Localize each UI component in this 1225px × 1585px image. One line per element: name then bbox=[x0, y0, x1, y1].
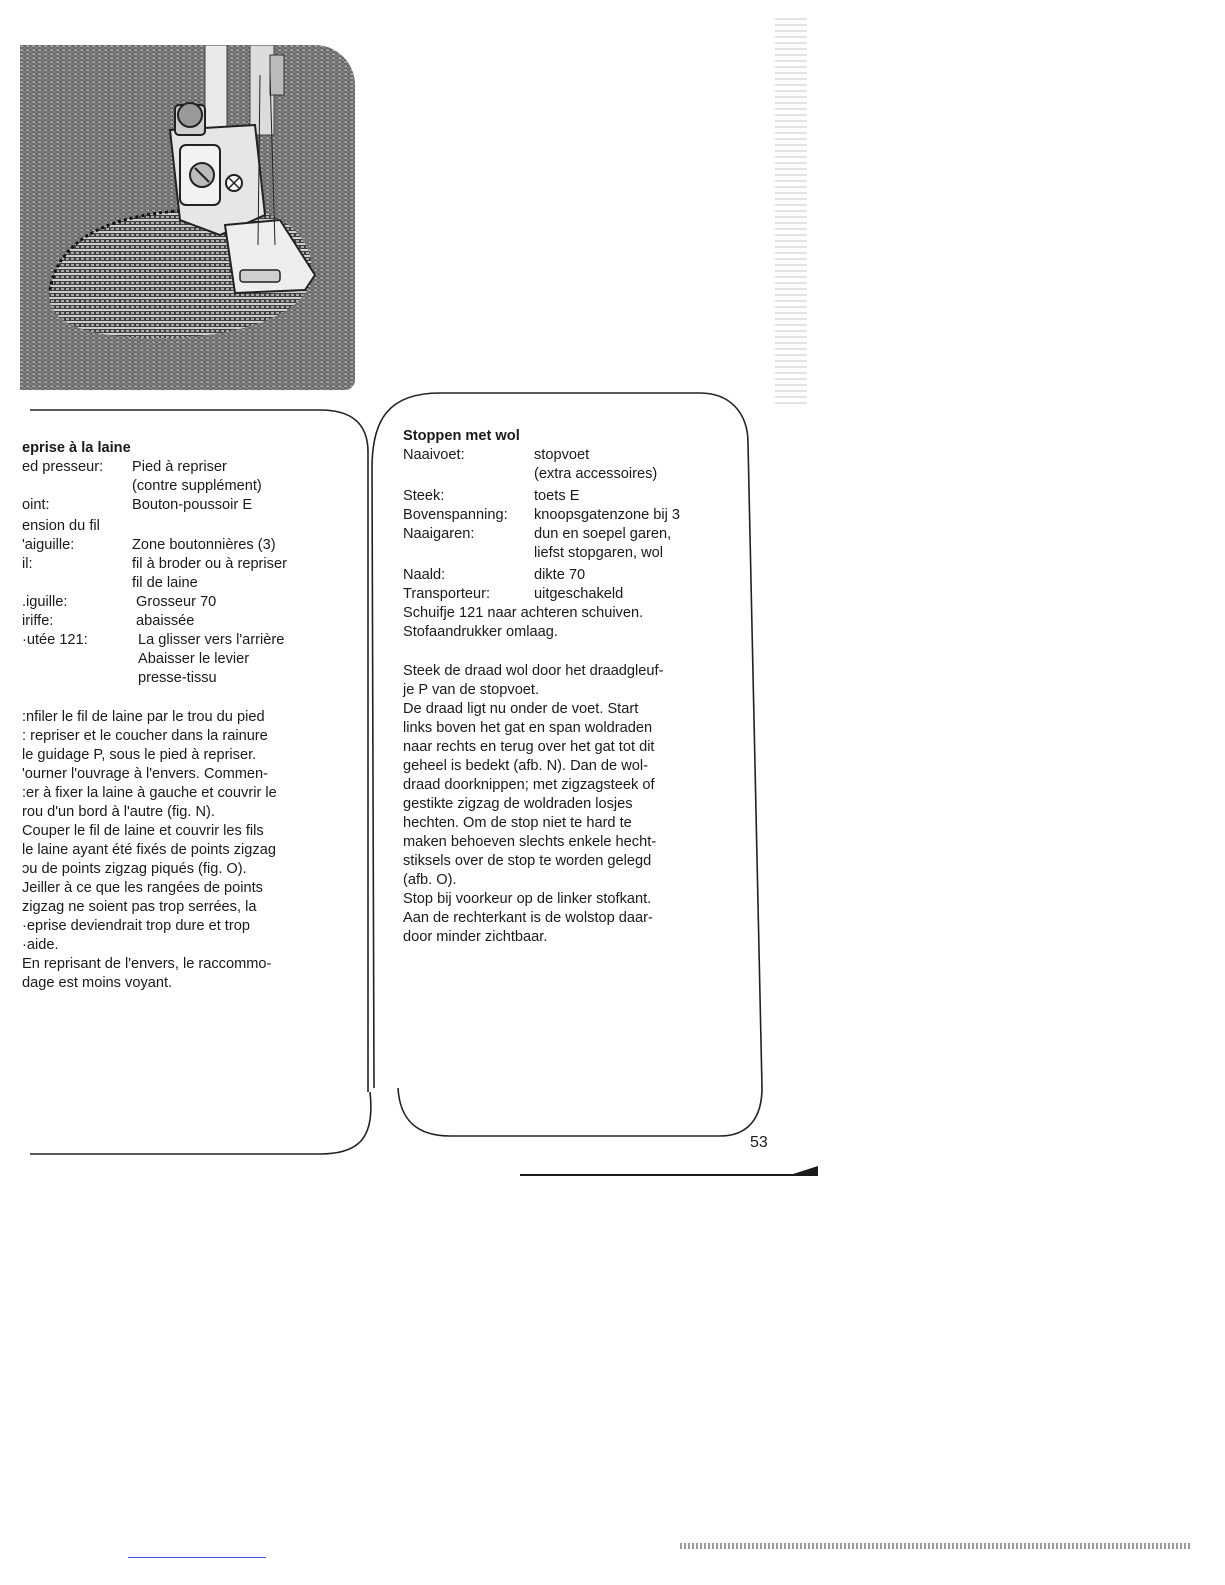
setting-value: liefst stopgaren, wol bbox=[534, 545, 663, 561]
setting-label: il: bbox=[22, 556, 33, 572]
scan-bottom-mark bbox=[680, 1543, 1190, 1549]
setting-label: Bovenspanning: bbox=[403, 507, 508, 523]
body-line: je P van de stopvoet. bbox=[403, 682, 540, 698]
body-line: De draad ligt nu onder de voet. Start bbox=[403, 701, 639, 717]
right-column bbox=[403, 427, 748, 947]
left-setting-row bbox=[22, 593, 342, 612]
setting-label bbox=[22, 650, 138, 669]
left-settings bbox=[22, 458, 342, 688]
body-line: (afb. O). bbox=[403, 872, 457, 888]
setting-label bbox=[22, 669, 138, 688]
right-settings bbox=[403, 446, 748, 642]
setting-value: knoopsgatenzone bij 3 bbox=[534, 507, 681, 523]
left-setting-row bbox=[22, 496, 342, 515]
footer-rule bbox=[520, 1174, 818, 1176]
left-setting-row bbox=[22, 458, 342, 477]
setting-label: iriffe: bbox=[22, 613, 54, 629]
page-number: 53 bbox=[750, 1134, 768, 1151]
setting-value: Grosseur 70 bbox=[136, 594, 217, 610]
setting-value: La glisser vers l'arrière bbox=[138, 632, 285, 648]
setting-label: Naaivoet: bbox=[403, 447, 465, 463]
photo-illustration bbox=[20, 45, 355, 390]
setting-value: (extra accessoires) bbox=[534, 466, 658, 482]
setting-label: 'aiguille: bbox=[22, 537, 75, 553]
setting-line: Stofaandrukker omlaag. bbox=[403, 624, 558, 640]
setting-label bbox=[22, 477, 132, 496]
left-column bbox=[22, 439, 342, 993]
left-setting-row bbox=[22, 574, 342, 593]
body-line: :nfiler le fil de laine par le trou du pied bbox=[22, 709, 265, 725]
left-setting-row bbox=[22, 631, 342, 650]
right-setting-row bbox=[403, 566, 748, 585]
body-line: ɔu de points zigzag piqués (fig. O). bbox=[22, 861, 247, 877]
setting-value bbox=[132, 517, 342, 536]
left-setting-row bbox=[22, 536, 342, 555]
body-line: Couper le fil de laine et couvrir les fils bbox=[22, 823, 264, 839]
setting-label: Transporteur: bbox=[403, 586, 491, 602]
body-line: hechten. Om de stop niet te hard te bbox=[403, 815, 632, 831]
left-setting-row bbox=[22, 612, 342, 631]
body-line: dage est moins voyant. bbox=[22, 975, 173, 991]
setting-value: dikte 70 bbox=[534, 567, 586, 583]
right-body bbox=[403, 662, 748, 947]
right-column-title: Stoppen met wol bbox=[403, 428, 520, 444]
right-setting-row bbox=[403, 506, 748, 525]
left-setting-row bbox=[22, 517, 342, 536]
body-line: Steek de draad wol door het draadgleuf- bbox=[403, 663, 664, 679]
left-body bbox=[22, 708, 342, 993]
setting-value: dun en soepel garen, bbox=[534, 526, 672, 542]
setting-label bbox=[403, 465, 534, 484]
body-line: Stop bij voorkeur op de linker stofkant. bbox=[403, 891, 652, 907]
setting-label: ·utée 121: bbox=[22, 632, 88, 648]
setting-value: Zone boutonnières (3) bbox=[132, 537, 276, 553]
right-setting-row bbox=[403, 585, 748, 604]
left-setting-row bbox=[22, 650, 342, 669]
left-column-title: eprise à la laine bbox=[22, 440, 131, 456]
spacer bbox=[22, 688, 342, 708]
setting-label bbox=[403, 544, 534, 563]
body-line: :er à fixer la laine à gauche et couvrir le bbox=[22, 785, 277, 801]
scan-edge-mark bbox=[775, 18, 807, 408]
setting-line: Schuifje 121 naar achteren schuiven. bbox=[403, 605, 644, 621]
body-line: door minder zichtbaar. bbox=[403, 929, 548, 945]
setting-label bbox=[22, 574, 132, 593]
body-line: Aan de rechterkant is de wolstop daar- bbox=[403, 910, 653, 926]
setting-value: stopvoet bbox=[534, 447, 590, 463]
left-setting-row bbox=[22, 669, 342, 688]
sewing-machine-photo bbox=[20, 45, 355, 390]
body-line: draad doorknippen; met zigzagsteek of bbox=[403, 777, 655, 793]
body-line: links boven het gat en span woldraden bbox=[403, 720, 653, 736]
setting-label: oint: bbox=[22, 497, 50, 513]
setting-label: ension du fil bbox=[22, 518, 100, 534]
body-line: : repriser et le coucher dans la rainure bbox=[22, 728, 268, 744]
right-setting-row bbox=[403, 525, 748, 544]
body-line: 'ourner l'ouvrage à l'envers. Commen- bbox=[22, 766, 269, 782]
setting-label: .iguille: bbox=[22, 594, 68, 610]
body-line: ·aide. bbox=[22, 937, 59, 953]
footer-rule-tail bbox=[790, 1166, 818, 1175]
body-line: stiksels over de stop te worden gelegd bbox=[403, 853, 652, 869]
body-line: geheel is bedekt (afb. N). Dan de wol- bbox=[403, 758, 648, 774]
spacer bbox=[403, 642, 748, 662]
right-setting-row bbox=[403, 544, 748, 563]
setting-value: uitgeschakeld bbox=[534, 586, 624, 602]
body-line: maken behoeven slechts enkele hecht- bbox=[403, 834, 657, 850]
setting-value: fil de laine bbox=[132, 575, 198, 591]
right-setting-row bbox=[403, 487, 748, 506]
setting-value: Pied à repriser bbox=[132, 459, 227, 475]
body-line: naar rechts en terug over het gat tot dit bbox=[403, 739, 655, 755]
left-setting-row bbox=[22, 477, 342, 496]
body-line: Jeiller à ce que les rangées de points bbox=[22, 880, 263, 896]
body-line: ·eprise deviendrait trop dure et trop bbox=[22, 918, 250, 934]
body-line: zigzag ne soient pas trop serrées, la bbox=[22, 899, 257, 915]
right-setting-row bbox=[403, 465, 748, 484]
scan-blue-line bbox=[128, 1557, 266, 1558]
setting-label: ed presseur: bbox=[22, 459, 104, 475]
setting-label: Steek: bbox=[403, 488, 445, 504]
left-setting-row bbox=[22, 555, 342, 574]
setting-value: fil à broder ou à repriser bbox=[132, 556, 287, 572]
body-line: gestikte zigzag de woldraden losjes bbox=[403, 796, 633, 812]
setting-value: Abaisser le levier bbox=[138, 651, 250, 667]
setting-value: (contre supplément) bbox=[132, 478, 262, 494]
setting-value: Bouton-poussoir E bbox=[132, 497, 253, 513]
setting-value: abaissée bbox=[136, 613, 195, 629]
body-line: rou d'un bord à l'autre (fig. N). bbox=[22, 804, 215, 820]
setting-value: presse-tissu bbox=[138, 670, 217, 686]
right-setting-row bbox=[403, 446, 748, 465]
setting-label: Naald: bbox=[403, 567, 446, 583]
body-line: le guidage P, sous le pied à repriser. bbox=[22, 747, 257, 763]
setting-label: Naaigaren: bbox=[403, 526, 475, 542]
body-line: En reprisant de l'envers, le raccommo- bbox=[22, 956, 272, 972]
body-line: le laine ayant été fixés de points zigzag bbox=[22, 842, 276, 858]
setting-value: toets E bbox=[534, 488, 580, 504]
